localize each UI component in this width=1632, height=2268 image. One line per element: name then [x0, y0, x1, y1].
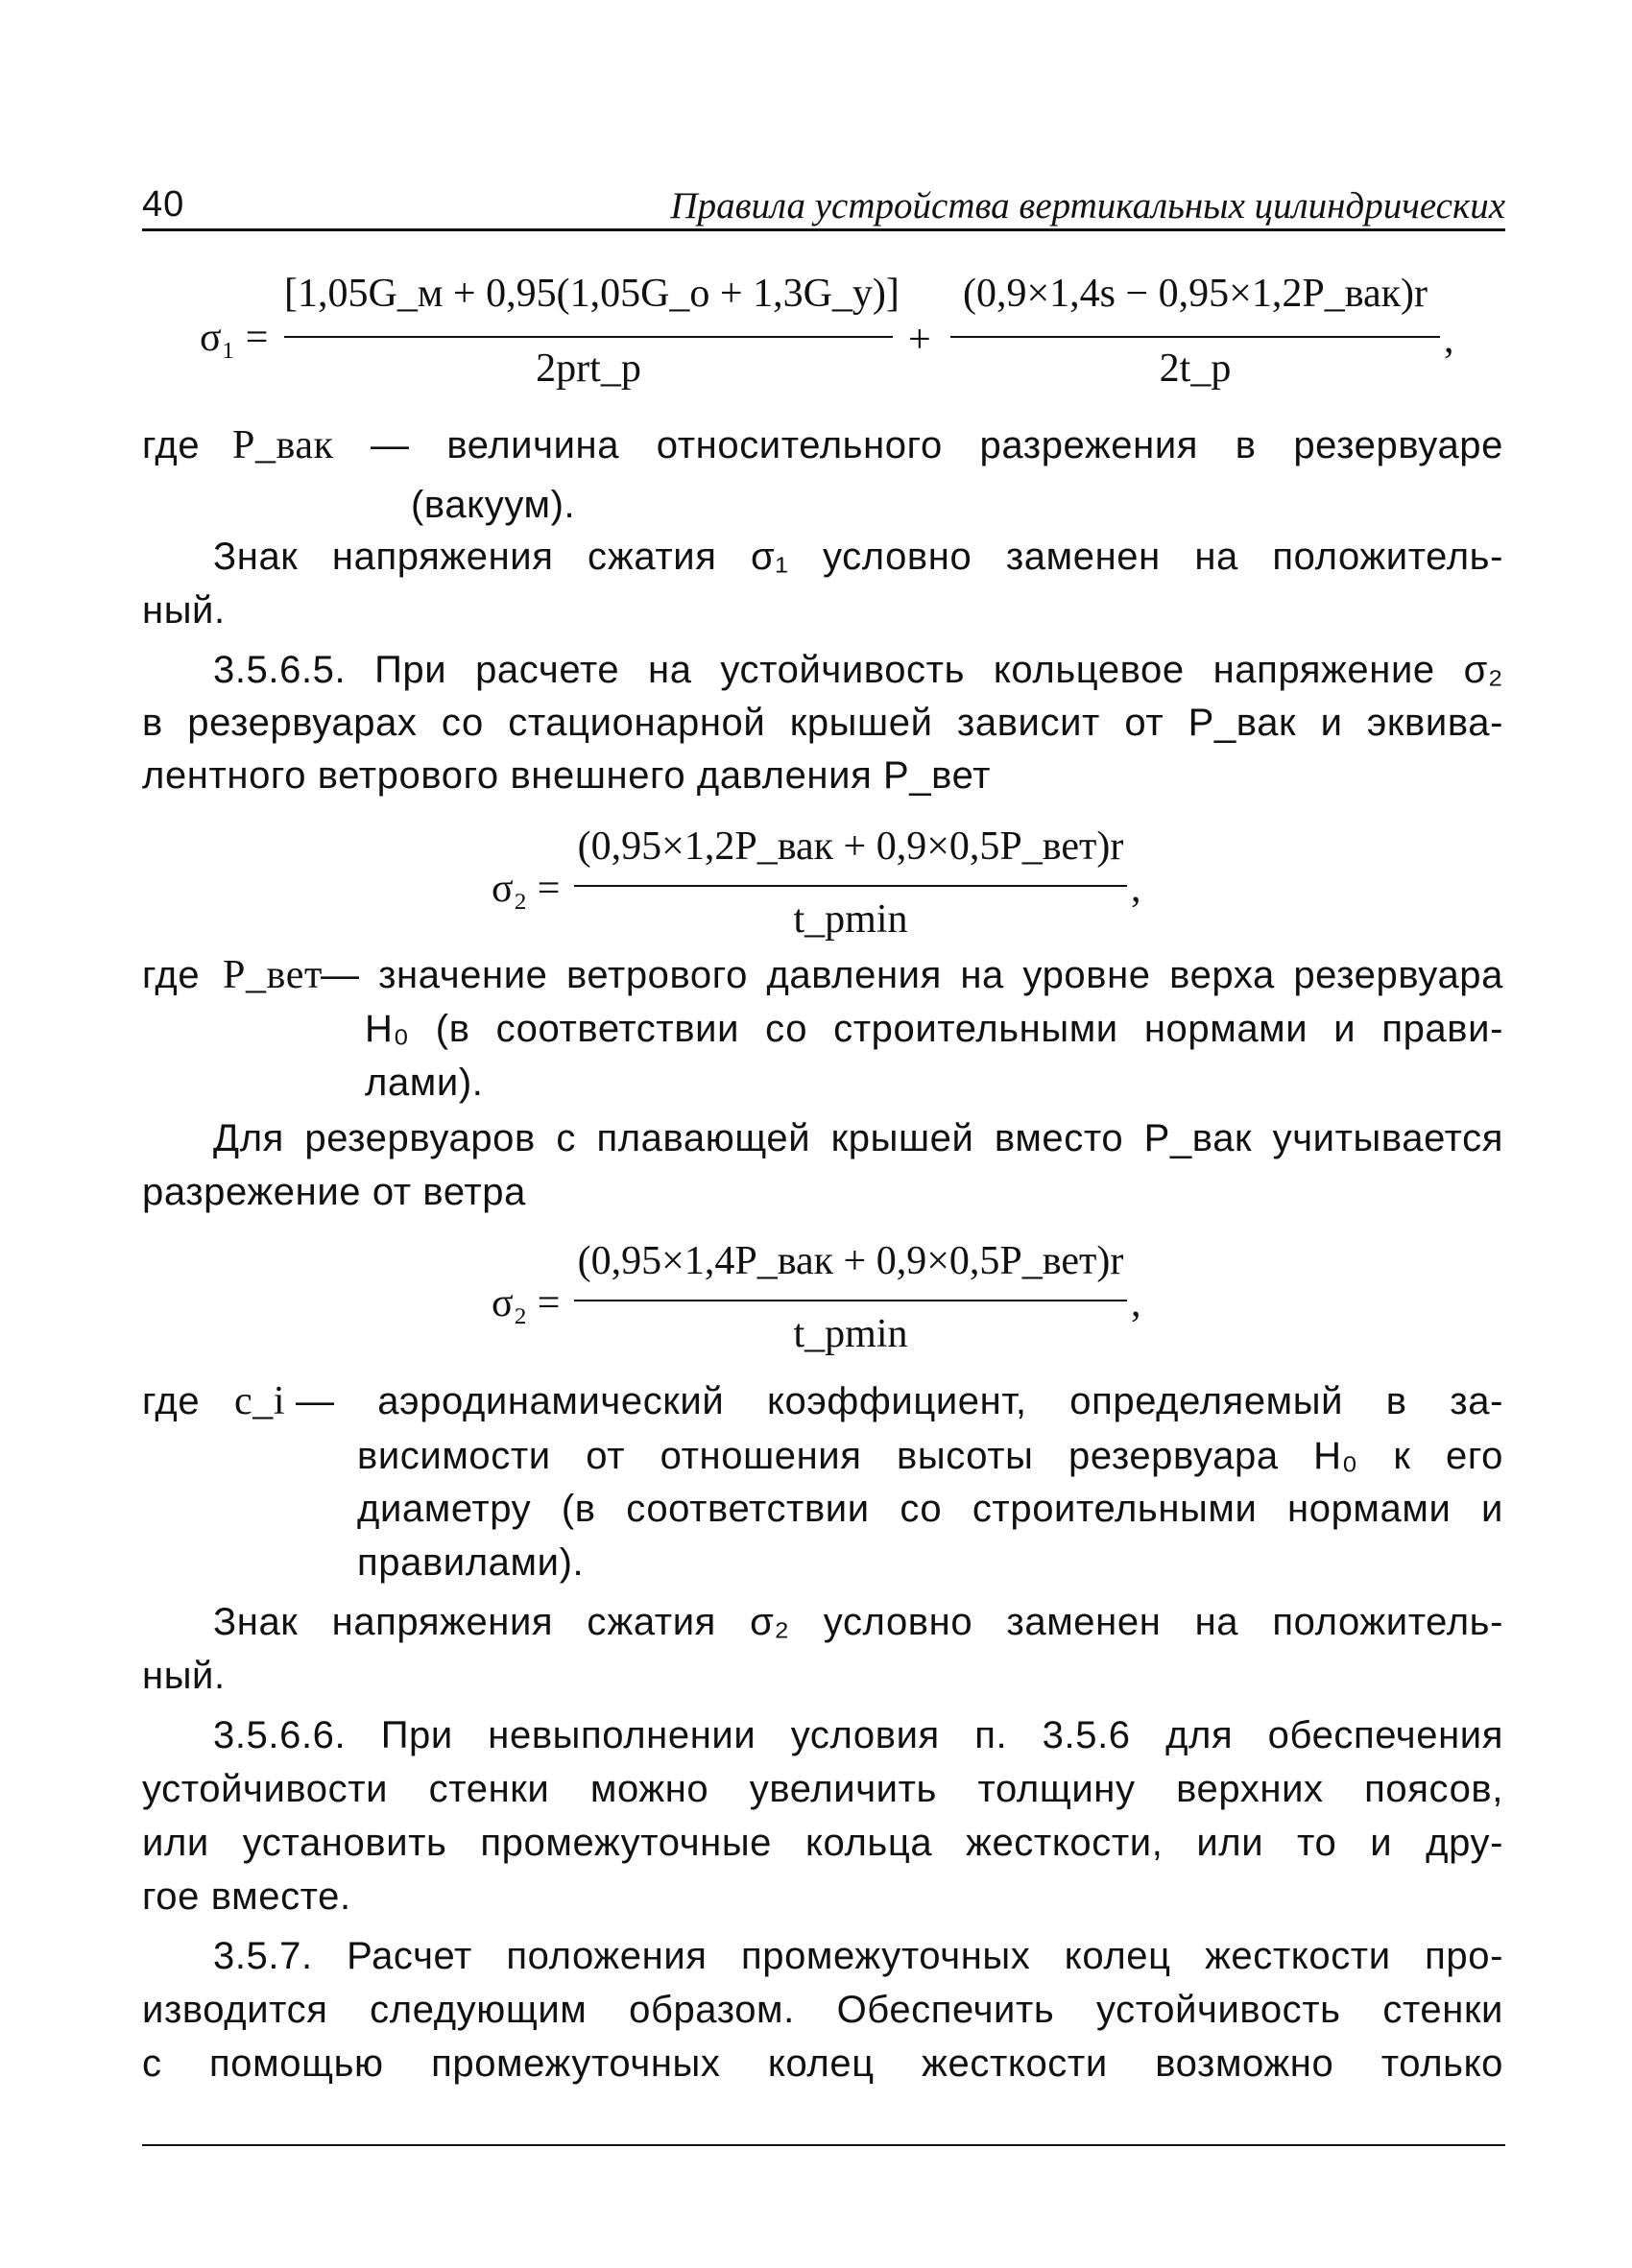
formula-comma: ,: [1131, 867, 1141, 911]
definition-text-line: — аэродинамический коэффициент, определяемый в за-: [296, 1380, 1503, 1422]
running-title: Правила устройства вертикальных цилиндрических: [670, 185, 1505, 227]
fraction: [574, 824, 1127, 958]
fraction-term1: [284, 271, 900, 415]
paragraph-line: в резервуарах со стационарной крышей зависит от P_вак и эквива-: [142, 702, 1503, 744]
fraction-denominator: t_pmin: [793, 897, 908, 942]
paragraph-line: разрежение от ветра: [142, 1171, 526, 1213]
definition-text-line: — величина относительного разрежения в резервуаре: [371, 424, 1503, 466]
page-number: 40: [142, 184, 185, 225]
paragraph-line: устойчивости стенки можно увеличить толщину верхних поясов,: [142, 1768, 1503, 1810]
where-label: где: [142, 424, 201, 466]
paragraph-line: Знак напряжения сжатия σ₂ условно заменен на положитель-: [213, 1601, 1503, 1643]
plus-sign: +: [908, 318, 931, 362]
fraction-numerator: (0,95×1,4P_вак + 0,9×0,5P_вет)r: [577, 1239, 1124, 1283]
paragraph-line: 3.5.7. Расчет положения промежуточных колец жесткости про-: [213, 1935, 1503, 1977]
paragraph-line: лентного ветрового внешнего давления P_вет: [142, 754, 992, 797]
definition-text-line: диаметру (в соответствии со строительными нормами и: [357, 1488, 1503, 1530]
fraction-term2: [950, 271, 1440, 415]
where-label: где: [142, 1380, 201, 1422]
formula-comma: ,: [1444, 318, 1454, 362]
formula-lhs: σ₂ =: [492, 1281, 561, 1325]
fraction-denominator: 2prt_р: [536, 346, 641, 391]
formula-comma: ,: [1131, 1281, 1141, 1325]
paragraph-line: ный.: [142, 1655, 226, 1697]
definition-symbol: P_вет: [223, 953, 323, 997]
fraction-bar: [950, 336, 1440, 338]
fraction-bar: [574, 1300, 1127, 1301]
definition-symbol: c_i: [234, 1379, 286, 1423]
definition-text-line: (вакуум).: [411, 484, 576, 526]
formula-lhs: σ₂ =: [492, 867, 561, 911]
fraction-numerator: (0,9×1,4s − 0,95×1,2P_вак)r: [962, 272, 1428, 316]
header-rule: [142, 228, 1505, 231]
paragraph-line: 3.5.6.5. При расчете на устойчивость кольцевое напряжение σ₂: [213, 649, 1503, 691]
paragraph-line: Знак напряжения сжатия σ₁ условно заменен на положитель-: [213, 536, 1503, 578]
paragraph-line: Для резервуаров с плавающей крышей вместо P_вак учитывается: [213, 1117, 1503, 1159]
definition-symbol: P_вак: [232, 423, 334, 467]
definition-text-line: — значение ветрового давления на уровне верха резервуара: [321, 954, 1503, 996]
paragraph-line: изводится следующим образом. Обеспечить устойчивость стенки: [142, 1989, 1503, 2031]
paragraph-line: гое вместе.: [142, 1875, 351, 1918]
paragraph-line: или установить промежуточные кольца жесткости, или то и дру-: [142, 1822, 1503, 1864]
paragraph-line: ный.: [142, 589, 226, 632]
fraction-bar: [284, 336, 893, 338]
page-header: [142, 184, 1505, 234]
fraction-denominator: 2t_р: [1159, 346, 1232, 391]
where-label: где: [142, 954, 201, 996]
paragraph-line: 3.5.6.6. При невыполнении условия п. 3.5.6 для обеспечения: [213, 1714, 1503, 1756]
formula-lhs: σ₁ =: [200, 316, 269, 360]
fraction-bar: [574, 885, 1127, 887]
fraction-denominator: t_pmin: [793, 1312, 908, 1356]
fraction: [574, 1238, 1127, 1373]
footer-rule: [142, 2144, 1505, 2146]
paragraph-line: с помощью промежуточных колец жесткости возможно только: [142, 2042, 1503, 2085]
definition-text-line: H₀ (в соответствии со строительными нормами и прави-: [365, 1008, 1503, 1050]
definition-text-line: висимости от отношения высоты резервуара H₀ к его: [357, 1435, 1503, 1477]
definition-text-line: правилами).: [357, 1541, 585, 1584]
fraction-numerator: (0,95×1,2P_вак + 0,9×0,5P_вет)r: [577, 824, 1124, 869]
definition-text-line: лами).: [365, 1062, 484, 1104]
fraction-numerator: [1,05G_м + 0,95(1,05G_о + 1,3G_у)]: [284, 272, 900, 316]
